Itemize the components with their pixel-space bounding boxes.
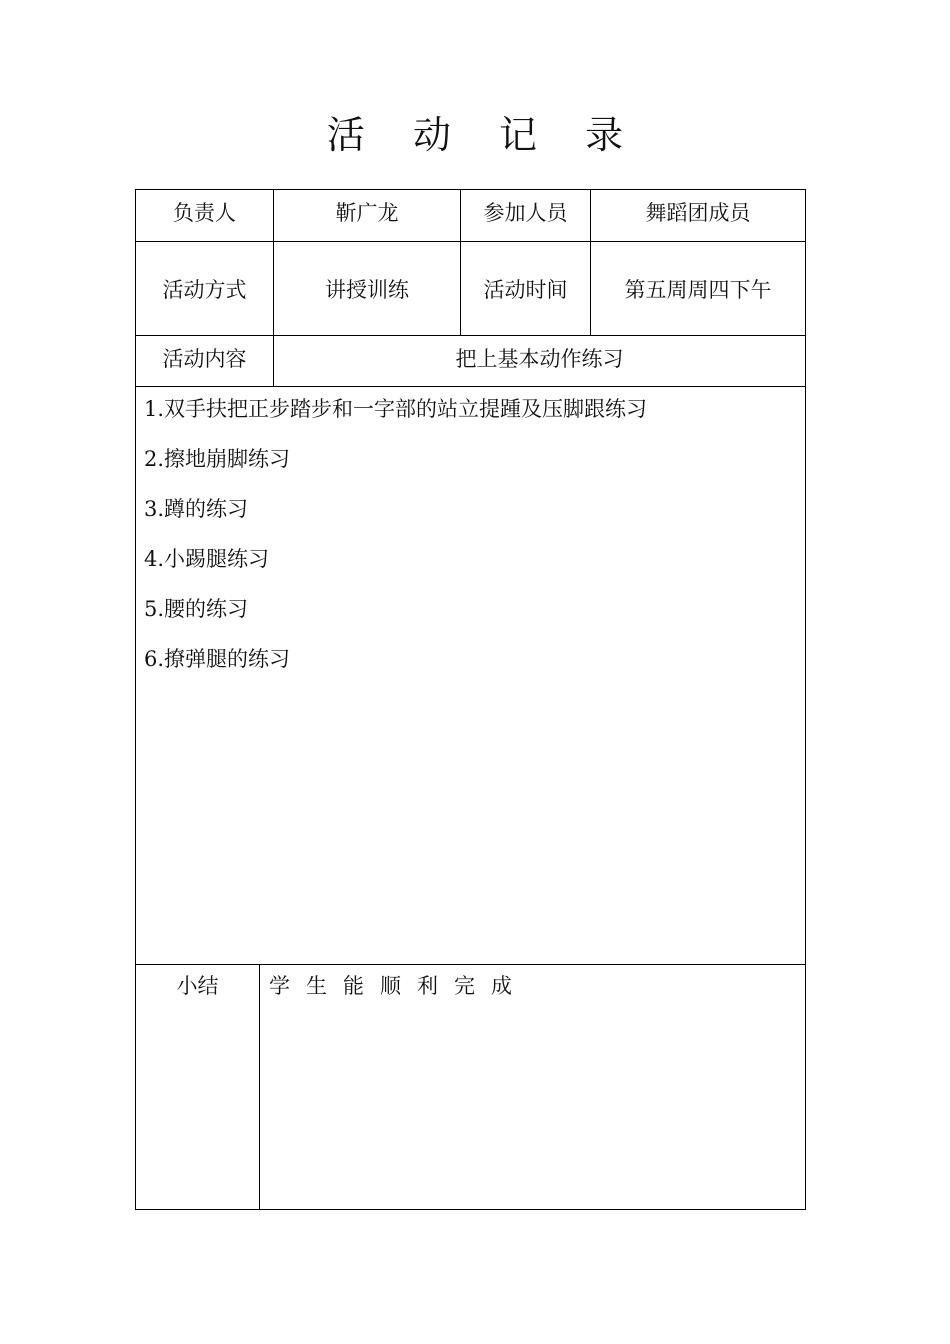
row-divider-4 xyxy=(136,964,805,965)
list-item: 6.撩弹腿的练习 xyxy=(144,647,291,671)
participants-label: 参加人员 xyxy=(483,201,568,225)
leader-label: 负责人 xyxy=(173,201,236,225)
list-item: 4.小踢腿练习 xyxy=(144,547,270,571)
list-item: 5.腰的练习 xyxy=(144,597,249,621)
page-title: 活 动 记 录 xyxy=(326,113,642,157)
time-value: 第五周周四下午 xyxy=(624,277,772,302)
content-label: 活动内容 xyxy=(162,347,247,371)
content-list xyxy=(144,388,794,688)
summary-text: 学生能顺利完成 xyxy=(269,974,528,998)
time-label: 活动时间 xyxy=(483,277,568,302)
leader-value: 靳广龙 xyxy=(335,201,399,225)
content-value: 把上基本动作练习 xyxy=(455,347,624,371)
method-label: 活动方式 xyxy=(162,277,247,302)
participants-value: 舞蹈团成员 xyxy=(645,201,751,225)
row-divider-3 xyxy=(136,386,805,387)
activity-record-form xyxy=(135,189,806,1210)
list-item: 2.擦地崩脚练习 xyxy=(144,447,291,471)
summary-label: 小结 xyxy=(176,974,219,998)
list-item: 1.双手扶把正步踏步和一字部的站立提踵及压脚跟练习 xyxy=(144,397,648,421)
list-item: 3.蹲的练习 xyxy=(144,497,249,521)
method-value: 讲授训练 xyxy=(325,277,409,302)
col-divider-summary xyxy=(259,964,260,1209)
